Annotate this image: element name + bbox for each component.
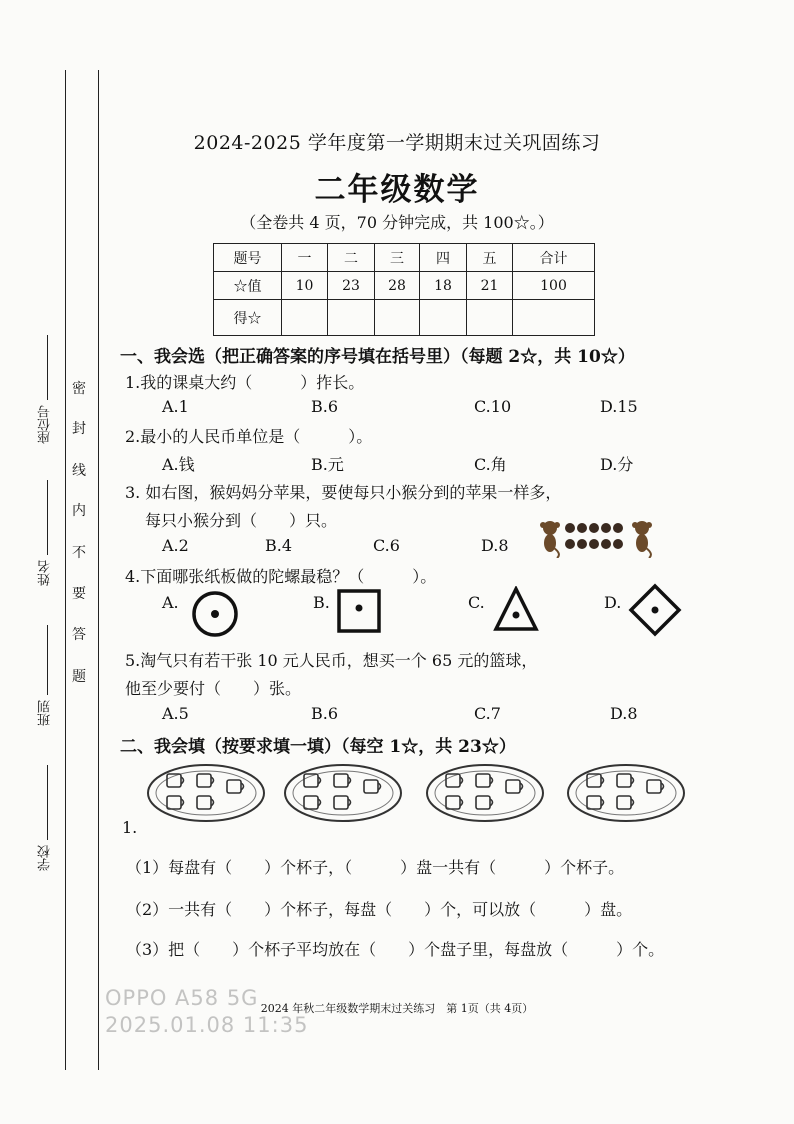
school-blank[interactable] xyxy=(47,765,48,840)
question-3-line1: 3. 如右图，猴妈妈分苹果，要使每只小猴分到的苹果一样多， xyxy=(125,483,562,502)
option[interactable]: C. xyxy=(468,593,485,612)
question-4: 4.下面哪张纸板做的陀螺最稳？（ ）。 xyxy=(125,567,437,586)
option[interactable]: D.8 xyxy=(481,536,509,555)
circle-top-shape[interactable] xyxy=(191,590,239,638)
class-blank[interactable] xyxy=(47,625,48,695)
school-label: 学校 xyxy=(38,845,53,871)
score-table xyxy=(213,243,595,336)
device-watermark: OPPO A58 5G xyxy=(105,986,259,1010)
subject-title: 二年级数学 xyxy=(314,172,480,208)
s2-question-1-1: （1）每盘有（ ）个杯子，（ ）盘一共有（ ）个杯子。 xyxy=(126,858,625,877)
score-entry-cell[interactable] xyxy=(282,300,328,336)
binding-char: 内 xyxy=(72,503,86,519)
triangle-top-shape[interactable] xyxy=(493,586,539,632)
binding-char: 线 xyxy=(72,463,86,479)
option[interactable]: A.钱 xyxy=(162,455,195,474)
question-5-line1: 5.淘气只有若干张 10 元人民币，想买一个 65 元的篮球， xyxy=(125,651,538,670)
binding-char: 封 xyxy=(72,421,86,437)
exam-title: 2024-2025 学年度第一学期期末过关巩固练习 xyxy=(193,132,601,154)
score-entry-cell[interactable] xyxy=(328,300,375,336)
table-cell: 10 xyxy=(282,272,328,300)
monkey-icon xyxy=(632,521,652,558)
monkey-icon xyxy=(540,521,560,558)
score-entry-cell[interactable] xyxy=(513,300,595,336)
option[interactable]: D.分 xyxy=(600,455,634,474)
option[interactable]: C.角 xyxy=(474,455,507,474)
plate-with-cups-icon xyxy=(282,762,404,824)
monkeys-apples-illustration xyxy=(538,516,660,558)
table-cell: 四 xyxy=(420,244,467,272)
table-cell: 23 xyxy=(328,272,375,300)
score-entry-cell[interactable] xyxy=(375,300,420,336)
option[interactable]: A.5 xyxy=(162,704,189,723)
question-2: 2.最小的人民币单位是（ ）。 xyxy=(125,427,373,446)
binding-char: 答 xyxy=(72,627,86,643)
option[interactable]: C.10 xyxy=(474,397,512,416)
diamond-top-shape[interactable] xyxy=(627,582,683,638)
timestamp-watermark: 2025.01.08 11:35 xyxy=(105,1013,309,1037)
option[interactable]: A.2 xyxy=(162,536,189,555)
score-entry-cell[interactable] xyxy=(467,300,513,336)
table-cell: 18 xyxy=(420,272,467,300)
section2-heading: 二、我会填（按要求填一填）（每空 1☆，共 23☆） xyxy=(120,737,516,757)
section1-heading: 一、我会选（把正确答案的序号填在括号里）（每题 2☆，共 10☆） xyxy=(120,347,635,367)
option[interactable]: B.4 xyxy=(265,536,293,555)
question-5-line2: 他至少要付（ ）张。 xyxy=(125,679,302,698)
option[interactable]: B. xyxy=(313,593,330,612)
page-footer: 2024 年秋二年级数学期末过关练习 第 1页（共 4页） xyxy=(260,1002,534,1015)
question-3-line2: 每只小猴分到（ ）只。 xyxy=(145,511,338,530)
table-cell: 合计 xyxy=(513,244,595,272)
table-cell: 三 xyxy=(375,244,420,272)
class-label: 班别 xyxy=(38,700,53,726)
name-label: 姓名 xyxy=(38,560,53,586)
table-cell: 二 xyxy=(328,244,375,272)
option[interactable]: D.15 xyxy=(600,397,638,416)
table-cell: ☆值 xyxy=(214,272,282,300)
binding-char: 题 xyxy=(72,669,86,685)
option[interactable]: A.1 xyxy=(162,397,189,416)
s2-question-1-label: 1. xyxy=(122,818,138,837)
table-cell: 题号 xyxy=(214,244,282,272)
exam-info: （全卷共 4 页，70 分钟完成，共 100☆。） xyxy=(240,213,554,232)
binding-char: 密 xyxy=(72,381,86,397)
option[interactable]: A. xyxy=(162,593,179,612)
plate-with-cups-icon xyxy=(145,762,267,824)
plate-with-cups-icon xyxy=(565,762,687,824)
question-1: 1.我的课桌大约（ ）拃长。 xyxy=(125,373,365,392)
table-cell: 100 xyxy=(513,272,595,300)
table-cell: 28 xyxy=(375,272,420,300)
table-cell: 五 xyxy=(467,244,513,272)
s2-question-1-2: （2）一共有（ ）个杯子，每盘（ ）个，可以放（ ）盘。 xyxy=(126,900,633,919)
score-entry-cell[interactable] xyxy=(420,300,467,336)
seat-number-blank[interactable] xyxy=(47,335,48,400)
square-top-shape[interactable] xyxy=(337,589,381,633)
option[interactable]: D.8 xyxy=(610,704,638,723)
seat-number-label: 座位号 xyxy=(38,405,53,444)
option[interactable]: B.6 xyxy=(311,704,339,723)
table-cell: 21 xyxy=(467,272,513,300)
plate-with-cups-icon xyxy=(424,762,546,824)
binding-char: 不 xyxy=(72,545,86,561)
option[interactable]: C.7 xyxy=(474,704,501,723)
table-cell: 一 xyxy=(282,244,328,272)
binding-char: 要 xyxy=(72,586,86,602)
apples-icon xyxy=(565,523,623,549)
option[interactable]: B.元 xyxy=(311,455,344,474)
name-blank[interactable] xyxy=(47,480,48,555)
s2-question-1-3: （3）把（ ）个杯子平均放在（ ）个盘子里，每盘放（ ）个。 xyxy=(126,940,665,959)
option[interactable]: B.6 xyxy=(311,397,339,416)
table-cell: 得☆ xyxy=(214,300,282,336)
option[interactable]: C.6 xyxy=(373,536,400,555)
option[interactable]: D. xyxy=(604,593,622,612)
